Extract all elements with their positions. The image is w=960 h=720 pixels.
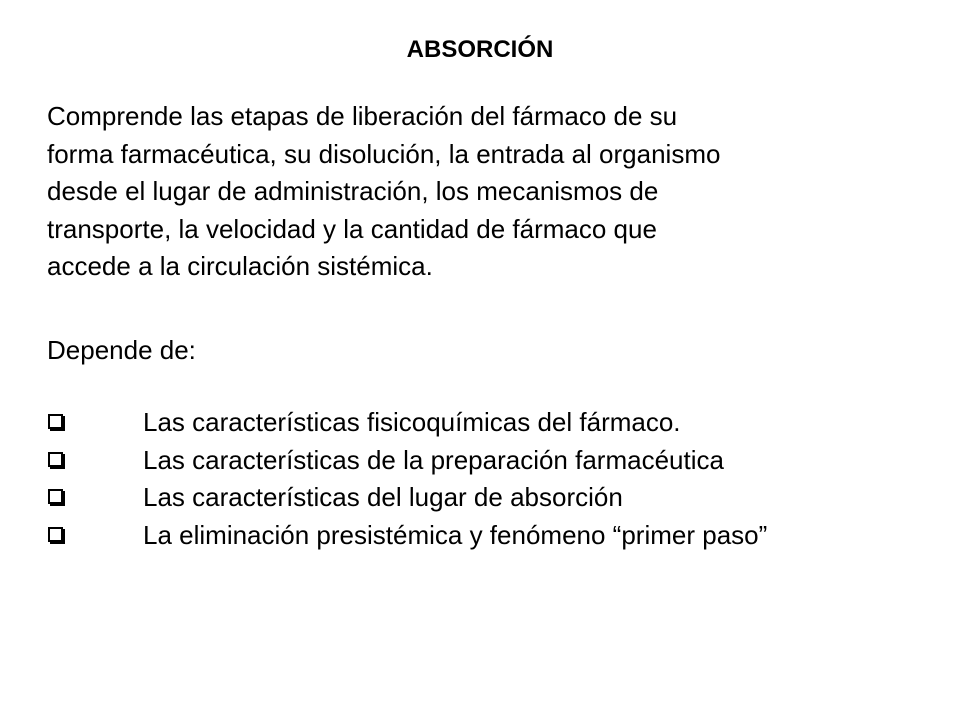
list-item-text: Las características fisicoquímicas del fármaco. bbox=[143, 407, 681, 437]
square-checkbox-icon bbox=[48, 527, 63, 542]
paragraph-line: accede a la circulación sistémica. bbox=[47, 251, 433, 281]
slide-title: ABSORCIÓN bbox=[406, 36, 554, 63]
factors-list bbox=[47, 404, 947, 554]
depends-label: Depende de: bbox=[47, 335, 196, 365]
paragraph-line: desde el lugar de administración, los mecanismos de bbox=[47, 176, 659, 206]
square-checkbox-icon bbox=[48, 414, 63, 429]
list-item-text: Las características del lugar de absorción bbox=[143, 482, 623, 512]
list-item bbox=[47, 404, 947, 442]
square-checkbox-icon bbox=[48, 489, 63, 504]
description-paragraph bbox=[47, 98, 927, 286]
list-item bbox=[47, 442, 947, 480]
list-item bbox=[47, 479, 947, 517]
list-item bbox=[47, 517, 947, 555]
paragraph-line: Comprende las etapas de liberación del fármaco de su bbox=[47, 101, 678, 131]
paragraph-line: transporte, la velocidad y la cantidad de fármaco que bbox=[47, 213, 657, 244]
list-item-text: La eliminación presistémica y fenómeno “primer paso” bbox=[143, 519, 768, 550]
list-item-text: Las características de la preparación farmacéutica bbox=[143, 444, 724, 475]
square-checkbox-icon bbox=[48, 452, 63, 467]
paragraph-line: forma farmacéutica, su disolución, la entrada al organismo bbox=[47, 138, 721, 169]
